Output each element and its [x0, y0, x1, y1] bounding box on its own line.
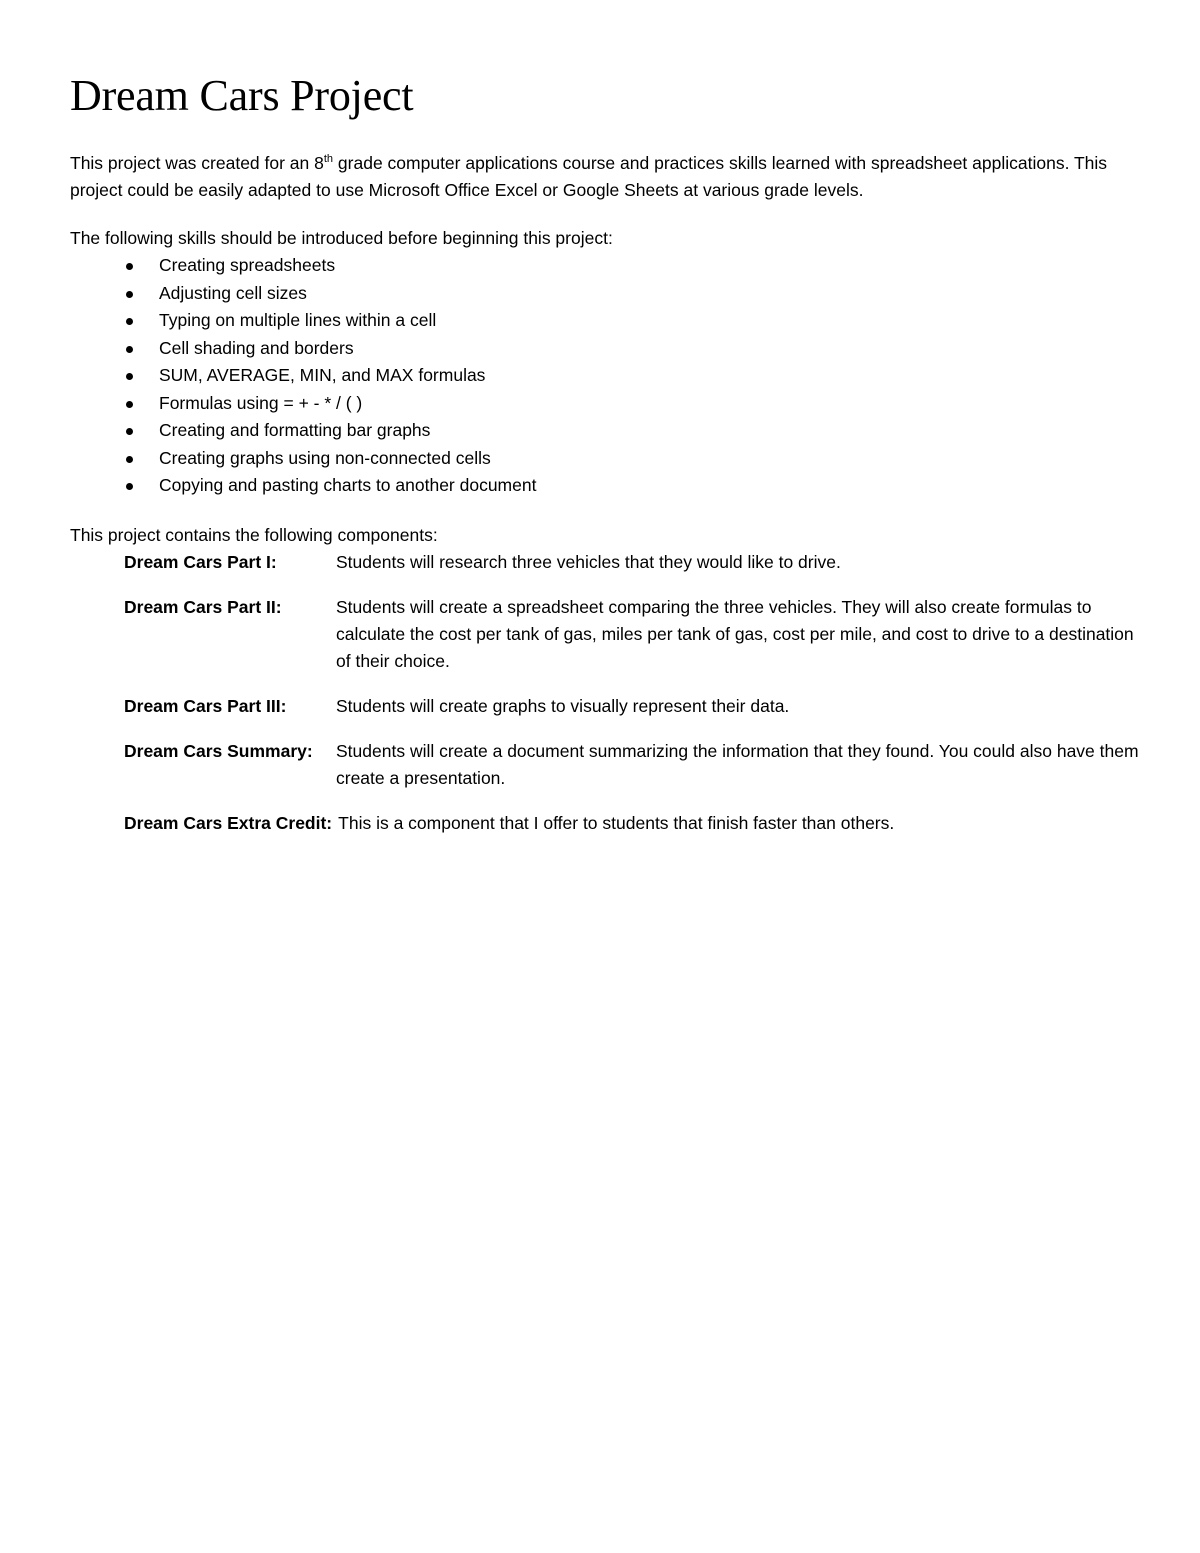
- bullet-icon: [126, 456, 133, 463]
- component-description: Students will create a spreadsheet comparing the three vehicles. They will also create formulas to calculate the cost per tank of gas, miles per tank of gas, cost per mile, and cost to drive to a destination of their choice.: [336, 596, 1134, 671]
- skill-text: Formulas using = + - * / ( ): [159, 392, 363, 413]
- components-list: [70, 549, 1140, 837]
- component-description: Students will create graphs to visually represent their data.: [336, 695, 790, 716]
- component-summary: [124, 738, 1140, 792]
- skill-text: Creating spreadsheets: [159, 255, 336, 275]
- list-item: [126, 280, 1140, 308]
- skill-text: Typing on multiple lines within a cell: [159, 310, 437, 330]
- bullet-icon: [126, 291, 133, 298]
- list-item: [126, 417, 1140, 445]
- bullet-icon: [126, 483, 133, 490]
- bullet-icon: [126, 373, 133, 380]
- list-item: [126, 445, 1140, 473]
- intro-text-start: This project was created for an 8: [70, 153, 324, 173]
- list-item: [126, 307, 1140, 335]
- document-page: [70, 68, 1140, 855]
- bullet-icon: [126, 263, 133, 270]
- skills-intro: The following skills should be introduced before beginning this project:: [70, 228, 613, 248]
- skill-text: Creating graphs using non-connected cells: [159, 447, 491, 468]
- document-title: Dream Cars Project: [70, 71, 414, 120]
- skill-text: SUM, AVERAGE, MIN, and MAX formulas: [159, 365, 486, 385]
- bullet-icon: [126, 346, 133, 353]
- component-description: Students will research three vehicles that they would like to drive.: [336, 551, 841, 572]
- skills-list: [70, 252, 1140, 500]
- intro-superscript: th: [323, 153, 334, 166]
- list-item: [126, 252, 1140, 280]
- component-label: Dream Cars Part II:: [124, 596, 282, 617]
- component-description: This is a component that I offer to students that finish faster than others.: [338, 812, 895, 833]
- bullet-icon: [126, 428, 133, 435]
- bullet-icon: [126, 318, 133, 325]
- skill-text: Creating and formatting bar graphs: [159, 420, 431, 440]
- components-intro: This project contains the following components:: [70, 524, 438, 545]
- bullet-icon: [126, 401, 133, 408]
- component-part-1: [124, 549, 1140, 576]
- skill-text: Adjusting cell sizes: [159, 282, 307, 303]
- intro-paragraph: [70, 150, 1140, 204]
- component-part-2: [124, 594, 1140, 675]
- component-label: Dream Cars Extra Credit:: [124, 812, 333, 833]
- component-label: Dream Cars Part I:: [124, 551, 277, 572]
- component-label: Dream Cars Summary:: [124, 740, 313, 761]
- list-item: [126, 390, 1140, 418]
- list-item: [126, 472, 1140, 500]
- component-part-3: [124, 693, 1140, 720]
- intro-text-end: grade computer applications course and practices skills learned with spreadsheet applications. This project could be easily adapted to use Microsoft Office Excel or Google Sheets at various grade levels.: [70, 153, 1108, 200]
- component-label: Dream Cars Part III:: [124, 695, 287, 716]
- skill-text: Cell shading and borders: [159, 337, 354, 358]
- list-item: [126, 362, 1140, 390]
- skill-text: Copying and pasting charts to another document: [159, 475, 537, 495]
- component-description: Students will create a document summarizing the information that they found. You could also have them create a presentation.: [336, 740, 1139, 788]
- list-item: [126, 335, 1140, 363]
- component-extra-credit: [124, 810, 1140, 837]
